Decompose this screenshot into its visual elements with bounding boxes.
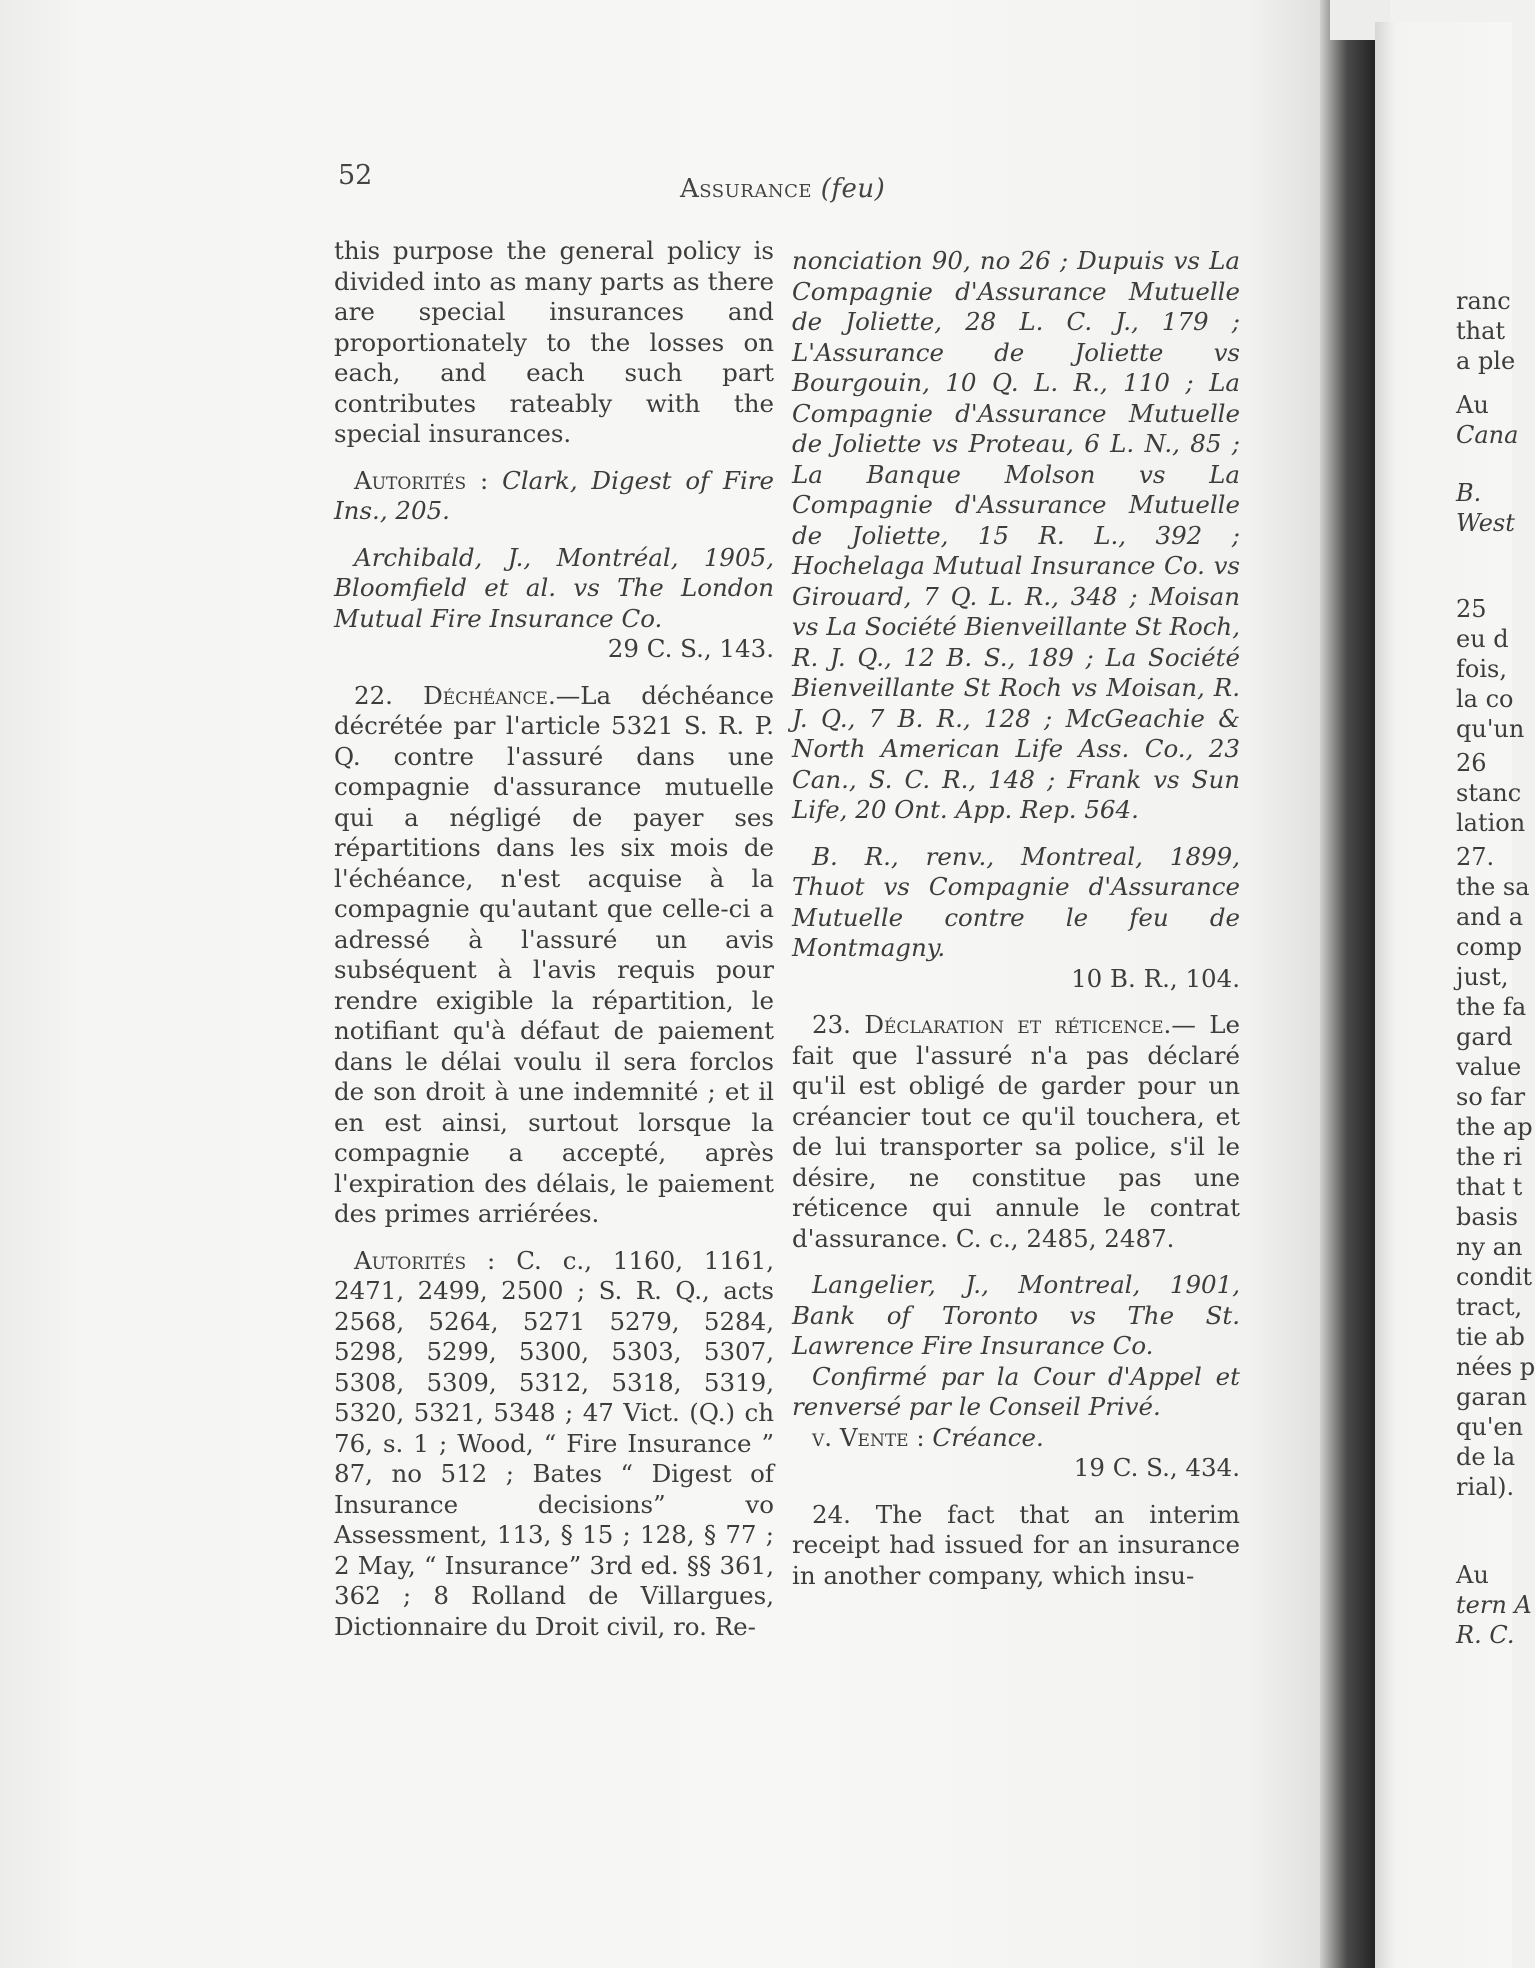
facing-fragment: 26 xyxy=(1456,749,1487,777)
facing-fragment: qu'en xyxy=(1456,1413,1524,1441)
facing-fragment: a ple xyxy=(1456,347,1516,375)
page-number: 52 xyxy=(338,160,373,191)
facing-fragment: tie ab xyxy=(1456,1323,1525,1351)
case-1-citation: 29 C. S., 143. xyxy=(607,634,774,663)
section-24: 24. The fact that an interim receipt had issued for an insurance in another company, which insu- xyxy=(792,1499,1240,1590)
facing-fragment: the sa xyxy=(1456,873,1530,901)
facing-fragment: that t xyxy=(1456,1173,1523,1201)
facing-fragment: the ri xyxy=(1456,1143,1523,1171)
running-head-subtitle: (feu) xyxy=(820,174,886,204)
section-23 xyxy=(792,1010,1240,1254)
facing-fragment: gard xyxy=(1456,1023,1513,1051)
facing-fragment: fois, xyxy=(1456,655,1507,683)
autorites-1 xyxy=(334,466,774,527)
section-22-text: —La déchéance décrétée par l'article 5321 S. R. P. Q. contre l'assuré dans une compagnie d'assurance mutuelle qui a négligé de payer ses répartitions dans les six mois de l'échéance, n'est acquise à la compagnie qu'autant que celle-ci a adressé à l'assuré un avis subséquent à l'avis requis pour rendre exigible la répartition, le notifiant qu'à défaut de paiement dans le délai voulu il sera forclos de son droit à une indemnité ; et il en est ainsi, surtout lorsque la compagnie a accepté, après l'expiration des délais, le paiement des primes arriérées. xyxy=(334,680,774,1228)
facing-fragment: 25 xyxy=(1456,595,1487,623)
case-3-see xyxy=(792,1423,1240,1454)
facing-fragment: Cana xyxy=(1456,421,1519,449)
section-23-number: 23. xyxy=(812,1010,851,1039)
autorites-2-label: Autorités : xyxy=(354,1245,496,1275)
intro-paragraph: this purpose the general policy is divided into as many parts as there are special insurances and proportionately to the losses on each, and each such part contributes rateably with the special insurances. xyxy=(334,236,774,448)
references-continued: nonciation 90, no 26 ; Dupuis vs La Compagnie d'Assurance Mutuelle de Joliette, 28 L. C. J., 179 ; L'Assurance de Joliette vs Bourgouin, 10 Q. L. R., 110 ; La Compagnie d'Assurance Mutuelle de Joliette vs Proteau, 6 L. N., 85 ; La Banque Molson vs La Compagnie d'Assurance Mutuelle de Joliette, 15 R. L., 392 ; Hochelaga Mutual Insurance Co. vs Girouard, 7 Q. L. R., 348 ; Moisan vs La Société Bienveillante St Roch, R. J. Q., 12 B. S., 189 ; La Société Bienveillante St Roch vs Moisan, R. J. Q., 7 B. R., 128 ; McGeachie & North American Life Ass. Co., 23 Can., S. C. R., 148 ; Frank vs Sun Life, 20 Ont. App. Rep. 564. xyxy=(792,246,1240,824)
facing-fragment: Au xyxy=(1456,1561,1489,1589)
section-22 xyxy=(334,681,774,1230)
facing-fragment: West xyxy=(1456,509,1515,537)
case-2-citation: 10 B. R., 104. xyxy=(1071,963,1240,993)
facing-fragment: tract, xyxy=(1456,1293,1523,1321)
section-22-number: 22. xyxy=(354,680,393,710)
facing-fragment: condit xyxy=(1456,1263,1533,1291)
facing-fragment: de la xyxy=(1456,1443,1516,1471)
case-2: B. R., renv., Montreal, 1899, Thuot vs Compagnie d'Assurance Mutuelle contre le feu de Montmagny. xyxy=(792,841,1240,962)
see-ref: Créance. xyxy=(932,1422,1044,1452)
facing-fragment: qu'un xyxy=(1456,715,1525,743)
right-column xyxy=(792,246,1240,1591)
facing-fragment: that xyxy=(1456,317,1506,345)
book-gutter xyxy=(1320,0,1380,1968)
facing-fragment: value xyxy=(1456,1053,1522,1081)
facing-fragment: basis xyxy=(1456,1203,1518,1231)
case-1: Archibald, J., Montréal, 1905, Bloomfield et al. vs The London Mutual Fire Insurance Co. xyxy=(334,542,774,633)
running-head-title: Assurance xyxy=(680,174,813,204)
facing-fragment: tern A xyxy=(1456,1591,1532,1619)
autorites-2 xyxy=(334,1246,774,1643)
facing-fragment: Au xyxy=(1456,391,1489,419)
section-23-heading: Déclaration et réticence. xyxy=(864,1010,1172,1039)
case-3: Langelier, J., Montreal, 1901, Bank of Toronto vs The St. Lawrence Fire Insurance Co. xyxy=(792,1270,1240,1360)
facing-fragment: nées p xyxy=(1456,1353,1535,1381)
facing-fragment: lation xyxy=(1456,809,1526,837)
facing-fragment: the fa xyxy=(1456,993,1527,1021)
facing-fragment: comp xyxy=(1456,933,1523,961)
see-label: v. Vente : xyxy=(812,1422,925,1452)
facing-fragment: just, xyxy=(1456,963,1509,991)
left-column xyxy=(334,236,774,1642)
facing-fragment: ranc xyxy=(1456,287,1511,315)
facing-fragment: eu d xyxy=(1456,625,1509,653)
facing-fragment: stanc xyxy=(1456,779,1522,807)
section-23-text: — Le fait que l'assuré n'a pas déclaré qu'il est obligé de garder pour un créancier tout ce qu'il touchera, et de lui transporter sa police, s'il le désire, ne constitue pas une réticence qui annule le contrat d'assurance. C. c., 2485, 2487. xyxy=(792,1010,1240,1253)
facing-fragment: la co xyxy=(1456,685,1514,713)
section-22-heading: Déchéance. xyxy=(423,680,556,710)
autorites-label: Autorités : xyxy=(354,465,489,495)
facing-fragment: B. xyxy=(1456,479,1482,507)
facing-fragment: R. C. xyxy=(1456,1621,1515,1649)
facing-fragment: garan xyxy=(1456,1383,1527,1411)
case-3-citation: 19 C. S., 434. xyxy=(1073,1453,1240,1482)
facing-fragment: 27. xyxy=(1456,843,1495,871)
autorites-2-text: C. c., 1160, 1161, 2471, 2499, 2500 ; S. R. Q., acts 2568, 5264, 5271 5279, 5284, 5298, 5299, 5300, 5303, 5307, 5308, 5309, 5312, 5318, 5319, 5320, 5321, 5348 ; 47 Vict. (Q.) ch 76, s. 1 ; Wood, “ Fire Insurance ” 87, no 512 ; Bates “ Digest of Insurance decisions” vo Assessment, 113, § 15 ; 128, § 77 ; 2 May, “ Insurance” 3rd ed. §§ 361, 362 ; 8 Rolland de Villargues, Dictionnaire du Droit civil, ro. Re- xyxy=(334,1245,774,1641)
autorites-text: Clark, Digest of Fire Ins., 205. xyxy=(334,465,774,525)
facing-fragment: the ap xyxy=(1456,1113,1533,1141)
facing-fragment: ny an xyxy=(1456,1233,1523,1261)
running-head xyxy=(680,174,885,204)
facing-fragment: and a xyxy=(1456,903,1524,931)
facing-fragment: rial). xyxy=(1456,1473,1515,1501)
case-3-confirm: Confirmé par la Cour d'Appel et renversé par le Conseil Privé. xyxy=(792,1361,1240,1421)
facing-fragment: so far xyxy=(1456,1083,1526,1111)
